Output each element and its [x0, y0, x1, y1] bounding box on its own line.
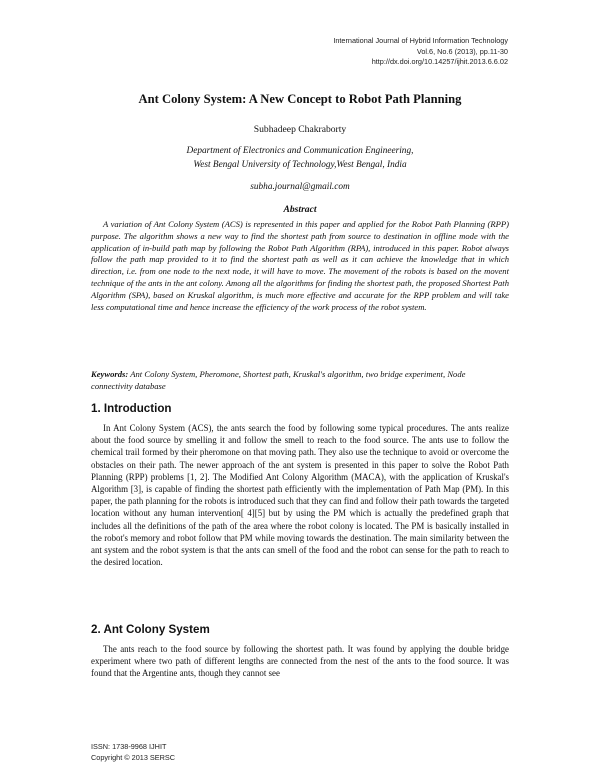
- affiliation-line-1: Department of Electronics and Communication Engineering,: [186, 146, 414, 156]
- page-footer: [91, 742, 175, 763]
- abstract-text: A variation of Ant Colony System (ACS) is represented in this paper and applied for the Robot Path Planning (RPP) purpose. The algorithm shows a new way to find the shortest path from source to destination in offline mode with the application of in-build path map by following the Robot Path Algorithm (RPA), introduced in this paper. Robot always follow the path map provided to it to find the shortest path as well as it can achieve the knowledge that in which direction, i.e. from one node to the next node, it will have to move. The movement of the robots is based on the movent technique of the ants in the ant colony. Among all the algorithms for finding the shortest path, the proposed Shortest Path Algorithm (SPA), based on Kruskal algorithm, is much more effective and accurate for the RPP problem and will take less computational time and hence increase the efficiency of the work process of the robot system.: [91, 219, 509, 312]
- doi-link[interactable]: http://dx.doi.org/10.14257/ijhit.2013.6.6.02: [371, 57, 508, 67]
- ant-colony-paragraph: The ants reach to the food source by following the shortest path. It was found by applying the double bridge experiment where two path of different lengths are connected from the nest of the ants to the food source. It was found that the Argentine ants, though they cannot see: [91, 644, 509, 679]
- section-heading-introduction: 1. Introduction: [91, 402, 172, 415]
- keywords-text: Ant Colony System, Pheromone, Shortest path, Kruskal's algorithm, two bridge experiment, Node connectivity database: [91, 369, 466, 391]
- journal-name: International Journal of Hybrid Information Technology: [333, 36, 508, 45]
- introduction-paragraph: In Ant Colony System (ACS), the ants search the food by following some typical procedures. The ants realize about the food source by smelling it and follow the smell to reach to the food source. The ants use to follow the chemical trail formed by their pheromone on that moving path. They also use the technique to avoid or overcome the obstacles on their path. The newer approach of the ant system is presented in this paper to solve the Robot Path Planning (RPP) problems [1, 2]. The Modified Ant Colony Algorithm (MACA), with the application of Kruskal's Algorithm [3], is capable of finding the shortest path efficiently with the implementation of Path Map (PM). In this paper, the path planning for the robots is introduced such that they can find and follow their path towards the targeted location without any human intervention[ 4][5] but by using the PM which is actually the predefined graph that includes all the definitions of the path of the area where the robot colony is located. The PM is basically installed in the robot's memory and robot follow that PM while moving towards the destination. The main similarity between the ant system and the robot system is that the ants can smell of the food and the robot can sense for the path to reach to the desired location.: [91, 423, 509, 568]
- affiliation: [0, 145, 600, 172]
- copyright: Copyright © 2013 SERSC: [91, 752, 176, 762]
- issn: ISSN: 1738-9968 IJHIT: [91, 742, 167, 751]
- keywords-label: Keywords:: [91, 369, 129, 379]
- abstract-heading: Abstract: [283, 204, 317, 215]
- author-name: Subhadeep Chakraborty: [253, 124, 347, 135]
- affiliation-line-2: West Bengal University of Technology,West Bengal, India: [193, 159, 407, 170]
- keywords: [91, 369, 509, 393]
- running-header: [333, 36, 508, 68]
- author-email[interactable]: subha.journal@gmail.com: [250, 182, 350, 192]
- journal-volume: Vol.6, No.6 (2013), pp.11-30: [416, 46, 508, 56]
- paper-title: Ant Colony System: A New Concept to Robot Path Planning: [138, 92, 462, 106]
- section-heading-ant-colony-system: 2. Ant Colony System: [91, 623, 210, 636]
